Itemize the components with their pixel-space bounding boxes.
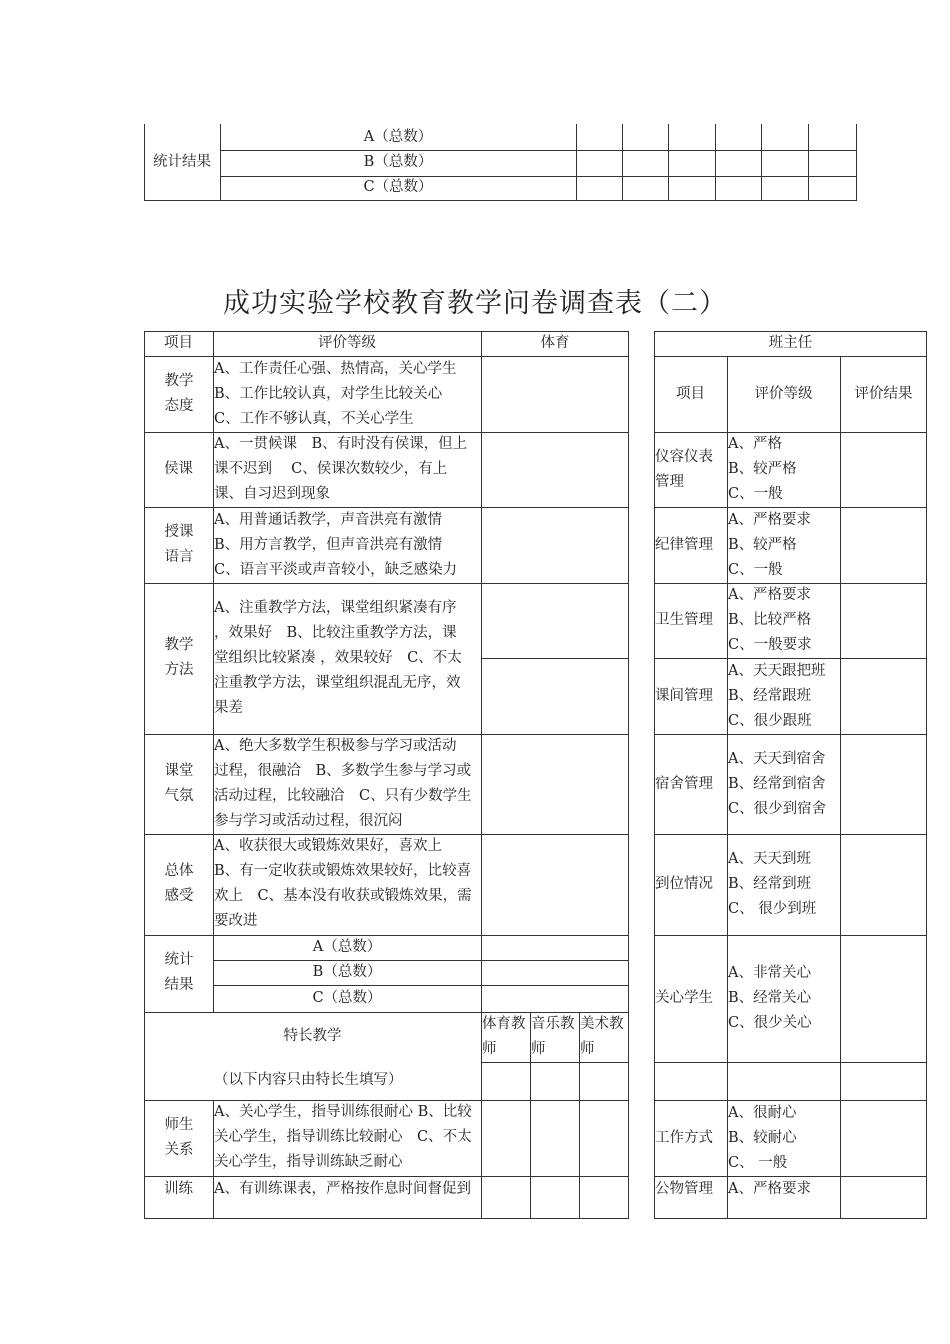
header-level: 评价等级 bbox=[318, 335, 376, 351]
stats-label: 统计结果 bbox=[164, 952, 194, 993]
right-item-workstyle: 工作方式 bbox=[655, 1130, 713, 1146]
row-line: C、语言平淡或声音较小，缺乏感染力 bbox=[214, 562, 458, 578]
row-line: B、用方言教学，但声音洪亮有激情 bbox=[214, 537, 443, 553]
row-line: A、一贯候课 B、有时没有侯课，但上 bbox=[214, 436, 468, 452]
row-line: 活动过程，比较融洽 C、只有少数学生 bbox=[214, 788, 472, 804]
top-col-line bbox=[622, 124, 623, 201]
right-col-line bbox=[840, 356, 841, 1219]
teacher-music: 音乐教师 bbox=[531, 1016, 575, 1057]
right-line: B、比较严格 bbox=[728, 612, 812, 628]
row-line: 关心学生，指导训练缺乏耐心 bbox=[214, 1154, 403, 1170]
right-line: C、很少到宿舍 bbox=[728, 801, 827, 817]
right-header: 班主任 bbox=[768, 335, 813, 351]
right-item-hygiene: 卫生管理 bbox=[655, 612, 713, 628]
right-line: B、经常关心 bbox=[728, 990, 812, 1006]
row-item-waiting: 侯课 bbox=[164, 461, 193, 477]
top-stats-b: B（总数） bbox=[363, 154, 433, 170]
row-item-attitude: 教学态度 bbox=[164, 373, 194, 414]
right-line: A、很耐心 bbox=[728, 1105, 797, 1121]
teacher-art: 美术教师 bbox=[580, 1016, 624, 1057]
right-line: C、 很少到班 bbox=[728, 901, 817, 917]
right-sub-item: 项目 bbox=[676, 386, 705, 402]
right-line: C、很少关心 bbox=[728, 1015, 812, 1031]
header-item: 项目 bbox=[164, 335, 193, 351]
right-row-line bbox=[654, 834, 927, 835]
page-title: 成功实验学校教育教学问卷调查表（二） bbox=[223, 288, 727, 319]
right-line: A、非常关心 bbox=[728, 965, 811, 981]
right-line: A、严格要求 bbox=[728, 587, 811, 603]
right-line: A、严格要求 bbox=[728, 1181, 811, 1197]
top-col-line bbox=[668, 124, 669, 201]
left-row-line bbox=[481, 658, 629, 659]
row-line: A、绝大多数学生积极参与学习或活动 bbox=[214, 738, 457, 754]
row-line: A、工作责任心强、热情高，关心学生 bbox=[214, 361, 457, 377]
right-line: C、 一般 bbox=[728, 1155, 788, 1171]
row-line: 欢上 C、基本没有收获或锻炼效果，需 bbox=[214, 888, 472, 904]
row-line: 堂组织比较紧凑 ，效果较好 C、不太 bbox=[214, 650, 462, 666]
top-stats-c: C（总数） bbox=[363, 179, 433, 195]
special-note: （以下内容只由特长生填写） bbox=[214, 1072, 403, 1088]
right-line: A、严格要求 bbox=[728, 512, 811, 528]
row-line: 关心学生，指导训练比较耐心 C、不太 bbox=[214, 1129, 472, 1145]
row-item-language: 授课语言 bbox=[164, 524, 194, 565]
stats-c: C（总数） bbox=[312, 990, 382, 1006]
right-row-line bbox=[654, 432, 927, 433]
stats-a: A（总数） bbox=[312, 939, 382, 955]
row-item-training: 训练 bbox=[164, 1181, 193, 1197]
row-line: ，效果好 B、比较注重教学方法，课 bbox=[214, 625, 457, 641]
right-item-discipline: 纪律管理 bbox=[655, 537, 713, 553]
right-line: B、经常到班 bbox=[728, 876, 812, 892]
right-line: A、严格 bbox=[728, 436, 782, 452]
row-line: 果差 bbox=[214, 700, 243, 716]
teacher-pe: 体育教师 bbox=[482, 1016, 526, 1057]
row-line: 课不迟到 C、侯课次数较少，有上 bbox=[214, 461, 448, 477]
right-line: C、一般要求 bbox=[728, 637, 812, 653]
right-item-attendance: 到位情况 bbox=[655, 876, 713, 892]
right-item-dorm: 宿舍管理 bbox=[655, 776, 713, 792]
row-item-overall: 总体感受 bbox=[164, 863, 194, 904]
row-line: A、注重教学方法，课堂组织紧凑有序 bbox=[214, 600, 457, 616]
right-line: B、经常跟班 bbox=[728, 688, 812, 704]
row-line: A、有训练课表，严格按作息时间督促到 bbox=[214, 1181, 471, 1197]
row-line: A、用普通话教学，声音洪亮有激情 bbox=[214, 512, 442, 528]
left-col-line bbox=[481, 331, 482, 1219]
row-line: C、工作不够认真，不关心学生 bbox=[214, 411, 414, 427]
right-line: B、经常到宿舍 bbox=[728, 776, 826, 792]
right-line: C、很少跟班 bbox=[728, 713, 812, 729]
right-item-break: 课间管理 bbox=[655, 688, 713, 704]
right-line: B、较严格 bbox=[728, 537, 797, 553]
top-stats-a: A（总数） bbox=[363, 129, 433, 145]
row-line: 要改进 bbox=[214, 913, 258, 929]
top-col-line bbox=[761, 124, 762, 201]
right-item-appearance: 仪容仪表管理 bbox=[655, 449, 713, 490]
row-line: 注重教学方法，课堂组织混乱无序，效 bbox=[214, 675, 461, 691]
right-item-care: 关心学生 bbox=[655, 990, 713, 1006]
right-line: B、较严格 bbox=[728, 461, 797, 477]
right-sub-result: 评价结果 bbox=[854, 386, 913, 402]
row-line: A、收获很大或锻炼效果好，喜欢上 bbox=[214, 838, 442, 854]
row-item-relationship: 师生关系 bbox=[164, 1117, 194, 1158]
right-item-property: 公物管理 bbox=[655, 1181, 713, 1197]
row-line: 过程，很融洽 B、多数学生参与学习或 bbox=[214, 763, 472, 779]
row-item-atmosphere: 课堂气氛 bbox=[164, 763, 194, 804]
right-line: C、一般 bbox=[728, 562, 783, 578]
row-item-method: 教学方法 bbox=[164, 637, 194, 678]
row-line: 参与学习或活动过程，很沉闷 bbox=[214, 813, 403, 829]
top-col-line bbox=[715, 124, 716, 201]
row-line: B、有一定收获或锻炼效果较好，比较喜 bbox=[214, 863, 472, 879]
right-line: B、较耐心 bbox=[728, 1130, 797, 1146]
row-line: 课、自习迟到现象 bbox=[214, 486, 330, 502]
right-line: A、天天跟把班 bbox=[728, 663, 826, 679]
right-line: A、天天到班 bbox=[728, 851, 811, 867]
row-line: A、关心学生，指导训练很耐心 B、比较 bbox=[214, 1104, 472, 1120]
right-row-line bbox=[654, 1062, 927, 1063]
special-title: 特长教学 bbox=[283, 1028, 342, 1044]
header-pe: 体育 bbox=[540, 335, 570, 351]
right-sub-level: 评价等级 bbox=[754, 386, 813, 402]
right-line: C、一般 bbox=[728, 486, 783, 502]
top-stats-label: 统计结果 bbox=[153, 154, 211, 170]
row-line: B、工作比较认真，对学生比较关心 bbox=[214, 386, 443, 402]
top-col-line bbox=[808, 124, 809, 201]
right-line: A、天天到宿舍 bbox=[728, 751, 826, 767]
stats-b: B（总数） bbox=[312, 964, 382, 980]
right-row-line bbox=[654, 935, 927, 936]
